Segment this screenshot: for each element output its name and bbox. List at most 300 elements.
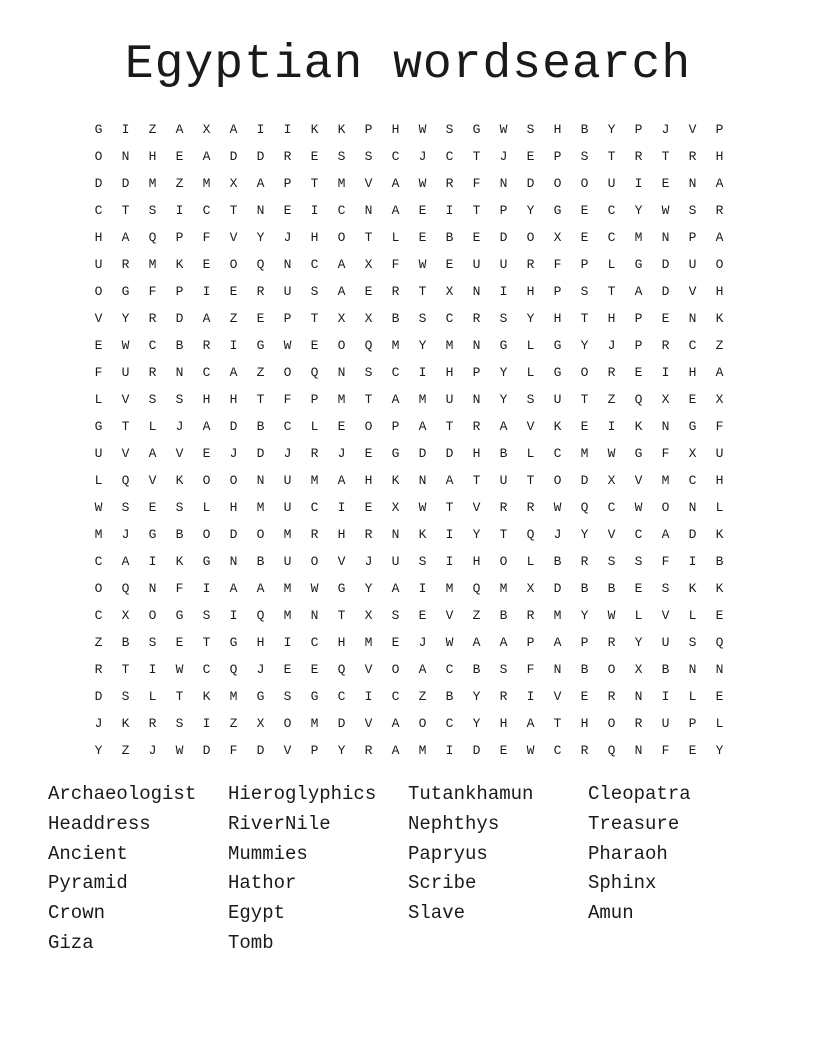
grid-letter: R (580, 554, 589, 569)
grid-letter: E (634, 365, 643, 380)
grid-letter: R (148, 716, 157, 731)
grid-letter: J (175, 419, 184, 434)
grid-letter: P (634, 122, 643, 137)
grid-letter: N (418, 473, 427, 488)
grid-letter: H (256, 635, 265, 650)
grid-letter: M (337, 392, 346, 407)
grid-letter: B (391, 311, 400, 326)
grid-letter: G (256, 338, 265, 353)
grid-letter: Q (526, 527, 535, 542)
grid-row (85, 440, 733, 467)
grid-letter: R (445, 176, 454, 191)
grid-letter: O (661, 500, 670, 515)
grid-letter: F (472, 176, 481, 191)
grid-letter: C (445, 662, 454, 677)
grid-letter: T (472, 149, 481, 164)
grid-letter: M (499, 581, 508, 596)
grid-letter: F (283, 392, 292, 407)
grid-letter: S (661, 581, 670, 596)
grid-letter: S (175, 392, 184, 407)
grid-letter: P (175, 284, 184, 299)
grid-letter: I (418, 581, 427, 596)
grid-letter: A (175, 122, 184, 137)
grid-letter: I (445, 203, 454, 218)
grid-letter: A (526, 716, 535, 731)
grid-letter: L (526, 338, 535, 353)
grid-letter: V (607, 527, 616, 542)
grid-letter: S (121, 689, 130, 704)
grid-letter: N (472, 338, 481, 353)
grid-letter: A (229, 581, 238, 596)
grid-letter: E (229, 284, 238, 299)
grid-letter: E (418, 203, 427, 218)
grid-letter: D (418, 446, 427, 461)
grid-letter: P (715, 122, 724, 137)
grid-letter: K (175, 473, 184, 488)
grid-letter: A (256, 581, 265, 596)
grid-letter: X (364, 257, 373, 272)
grid-letter: G (499, 338, 508, 353)
grid-letter: I (337, 500, 346, 515)
grid-row (85, 575, 733, 602)
grid-letter: U (283, 554, 292, 569)
grid-letter: A (391, 716, 400, 731)
grid-letter: R (607, 365, 616, 380)
grid-letter: H (148, 149, 157, 164)
grid-letter: M (391, 338, 400, 353)
word-list-item: Headdress (48, 812, 151, 835)
grid-letter: F (661, 743, 670, 758)
grid-letter: S (283, 689, 292, 704)
grid-letter: Q (634, 392, 643, 407)
grid-row (85, 278, 733, 305)
grid-letter: K (175, 257, 184, 272)
grid-letter: N (121, 149, 130, 164)
grid-letter: T (364, 392, 373, 407)
grid-letter: U (94, 446, 103, 461)
grid-letter: Z (175, 176, 184, 191)
grid-letter: N (472, 392, 481, 407)
grid-letter: Z (229, 311, 238, 326)
grid-letter: A (715, 365, 724, 380)
grid-letter: L (526, 365, 535, 380)
grid-letter: X (715, 392, 724, 407)
grid-letter: H (310, 230, 319, 245)
grid-letter: H (715, 473, 724, 488)
grid-letter: A (121, 230, 130, 245)
grid-letter: A (661, 527, 670, 542)
grid-letter: C (310, 500, 319, 515)
grid-letter: E (715, 608, 724, 623)
grid-letter: V (661, 608, 670, 623)
grid-letter: W (418, 257, 427, 272)
grid-letter: B (175, 338, 184, 353)
word-list-item: Hathor (228, 872, 297, 895)
grid-letter: I (202, 581, 211, 596)
grid-letter: I (148, 554, 157, 569)
grid-letter: K (337, 122, 346, 137)
grid-letter: S (526, 122, 535, 137)
grid-letter: F (661, 554, 670, 569)
grid-letter: Y (580, 527, 589, 542)
grid-letter: S (364, 365, 373, 380)
grid-letter: Y (94, 743, 103, 758)
grid-letter: D (445, 446, 454, 461)
grid-letter: B (499, 446, 508, 461)
grid-letter: U (283, 500, 292, 515)
grid-letter: S (337, 149, 346, 164)
grid-letter: O (715, 257, 724, 272)
grid-letter: H (688, 365, 697, 380)
grid-letter: Q (229, 662, 238, 677)
grid-letter: O (607, 662, 616, 677)
grid-letter: P (364, 122, 373, 137)
grid-letter: S (391, 608, 400, 623)
grid-letter: J (418, 635, 427, 650)
grid-letter: U (472, 257, 481, 272)
grid-letter: I (229, 338, 238, 353)
grid-letter: S (580, 149, 589, 164)
grid-letter: Q (364, 338, 373, 353)
grid-letter: E (580, 230, 589, 245)
grid-letter: C (445, 149, 454, 164)
grid-letter: R (283, 149, 292, 164)
grid-row (85, 413, 733, 440)
grid-letter: R (526, 608, 535, 623)
grid-letter: P (472, 365, 481, 380)
grid-letter: V (121, 392, 130, 407)
grid-letter: V (364, 176, 373, 191)
grid-letter: X (445, 284, 454, 299)
grid-letter: I (445, 554, 454, 569)
grid-letter: N (472, 284, 481, 299)
grid-letter: E (580, 689, 589, 704)
grid-letter: H (445, 365, 454, 380)
grid-letter: L (148, 419, 157, 434)
grid-letter: N (688, 662, 697, 677)
grid-letter: M (364, 635, 373, 650)
grid-letter: L (688, 608, 697, 623)
grid-letter: E (634, 581, 643, 596)
grid-letter: S (202, 608, 211, 623)
grid-letter: A (715, 176, 724, 191)
letter-grid (85, 116, 733, 764)
grid-letter: B (256, 419, 265, 434)
grid-letter: Y (715, 743, 724, 758)
grid-letter: V (283, 743, 292, 758)
grid-letter: E (364, 446, 373, 461)
grid-letter: V (337, 554, 346, 569)
grid-letter: D (472, 743, 481, 758)
grid-letter: Z (94, 635, 103, 650)
grid-row (85, 656, 733, 683)
grid-letter: A (202, 149, 211, 164)
grid-letter: Y (418, 338, 427, 353)
grid-letter: Q (256, 608, 265, 623)
grid-letter: T (472, 473, 481, 488)
grid-letter: I (526, 689, 535, 704)
grid-letter: F (553, 257, 562, 272)
grid-letter: N (634, 689, 643, 704)
grid-row (85, 359, 733, 386)
grid-letter: R (499, 689, 508, 704)
grid-letter: E (391, 635, 400, 650)
grid-letter: W (175, 743, 184, 758)
grid-letter: Z (472, 608, 481, 623)
grid-letter: J (148, 743, 157, 758)
grid-letter: E (364, 284, 373, 299)
grid-letter: O (607, 716, 616, 731)
grid-letter: V (364, 716, 373, 731)
grid-letter: P (580, 257, 589, 272)
grid-letter: Y (580, 608, 589, 623)
grid-letter: Z (148, 122, 157, 137)
grid-letter: Z (418, 689, 427, 704)
grid-letter: R (310, 527, 319, 542)
grid-letter: S (418, 554, 427, 569)
grid-letter: A (634, 284, 643, 299)
word-list (48, 782, 768, 961)
grid-letter: U (391, 554, 400, 569)
grid-letter: I (445, 527, 454, 542)
grid-letter: G (229, 635, 238, 650)
grid-letter: S (688, 635, 697, 650)
grid-letter: D (175, 311, 184, 326)
grid-letter: B (607, 581, 616, 596)
grid-letter: V (688, 284, 697, 299)
grid-letter: T (418, 284, 427, 299)
grid-letter: G (256, 689, 265, 704)
grid-letter: N (256, 203, 265, 218)
word-list-item: Slave (408, 902, 466, 925)
grid-letter: E (580, 203, 589, 218)
grid-row (85, 251, 733, 278)
grid-letter: E (202, 257, 211, 272)
grid-letter: R (472, 311, 481, 326)
grid-letter: E (418, 230, 427, 245)
grid-row (85, 629, 733, 656)
grid-letter: F (391, 257, 400, 272)
grid-letter: C (94, 608, 103, 623)
grid-letter: R (661, 338, 670, 353)
grid-letter: K (202, 689, 211, 704)
grid-letter: V (472, 500, 481, 515)
grid-letter: F (661, 446, 670, 461)
grid-row (85, 494, 733, 521)
grid-letter: F (202, 230, 211, 245)
grid-letter: O (229, 473, 238, 488)
grid-letter: X (364, 608, 373, 623)
grid-letter: K (553, 419, 562, 434)
grid-letter: R (580, 743, 589, 758)
grid-letter: B (445, 230, 454, 245)
grid-letter: A (202, 311, 211, 326)
grid-letter: W (175, 662, 184, 677)
grid-letter: P (283, 311, 292, 326)
grid-letter: P (310, 743, 319, 758)
word-list-item: Archaeologist (48, 783, 197, 805)
grid-letter: J (364, 554, 373, 569)
grid-row (85, 170, 733, 197)
grid-letter: Z (607, 392, 616, 407)
grid-letter: S (175, 500, 184, 515)
grid-letter: J (121, 527, 130, 542)
grid-letter: U (607, 176, 616, 191)
grid-letter: A (256, 176, 265, 191)
grid-letter: R (715, 203, 724, 218)
grid-letter: E (580, 419, 589, 434)
grid-letter: W (418, 122, 427, 137)
grid-letter: O (553, 176, 562, 191)
grid-letter: S (499, 311, 508, 326)
grid-letter: E (256, 311, 265, 326)
grid-letter: T (580, 392, 589, 407)
grid-letter: J (607, 338, 616, 353)
grid-letter: B (580, 662, 589, 677)
grid-letter: M (580, 446, 589, 461)
grid-letter: S (580, 284, 589, 299)
grid-row (85, 737, 733, 764)
grid-letter: X (661, 392, 670, 407)
grid-letter: H (364, 473, 373, 488)
grid-letter: H (229, 500, 238, 515)
grid-letter: A (418, 662, 427, 677)
grid-letter: A (148, 446, 157, 461)
grid-letter: U (94, 257, 103, 272)
grid-letter: P (310, 392, 319, 407)
grid-letter: X (256, 716, 265, 731)
grid-letter: J (553, 527, 562, 542)
grid-letter: R (472, 419, 481, 434)
grid-letter: J (283, 446, 292, 461)
grid-letter: O (310, 554, 319, 569)
grid-letter: R (202, 338, 211, 353)
grid-letter: C (202, 662, 211, 677)
grid-letter: V (688, 122, 697, 137)
grid-letter: I (121, 122, 130, 137)
grid-letter: B (661, 662, 670, 677)
word-list-item: Giza (48, 931, 94, 954)
grid-letter: H (580, 716, 589, 731)
grid-letter: N (148, 581, 157, 596)
grid-letter: N (364, 203, 373, 218)
grid-letter: H (94, 230, 103, 245)
grid-letter: H (715, 284, 724, 299)
grid-letter: C (391, 365, 400, 380)
page-title: Egyptian wordsearch (124, 38, 692, 92)
grid-letter: Y (634, 203, 643, 218)
grid-letter: N (661, 230, 670, 245)
grid-letter: S (121, 500, 130, 515)
grid-letter: R (607, 689, 616, 704)
grid-letter: G (121, 284, 130, 299)
grid-letter: D (580, 473, 589, 488)
grid-letter: G (148, 527, 157, 542)
grid-letter: O (364, 419, 373, 434)
word-list-item: Papryus (408, 842, 488, 865)
grid-letter: N (688, 311, 697, 326)
grid-letter: M (634, 230, 643, 245)
grid-letter: I (283, 122, 292, 137)
grid-letter: C (202, 365, 211, 380)
grid-letter: T (121, 419, 130, 434)
grid-letter: X (607, 473, 616, 488)
grid-letter: A (499, 419, 508, 434)
grid-letter: E (283, 203, 292, 218)
grid-letter: A (391, 176, 400, 191)
grid-letter: Y (472, 689, 481, 704)
grid-letter: R (310, 446, 319, 461)
grid-letter: M (310, 716, 319, 731)
grid-letter: M (148, 176, 157, 191)
grid-letter: I (499, 284, 508, 299)
grid-letter: C (337, 203, 346, 218)
grid-letter: I (175, 203, 184, 218)
grid-letter: E (418, 608, 427, 623)
grid-letter: R (688, 149, 697, 164)
grid-letter: S (148, 635, 157, 650)
grid-letter: B (553, 554, 562, 569)
grid-letter: W (607, 446, 616, 461)
grid-letter: I (364, 689, 373, 704)
word-list-item: Tutankhamun (408, 783, 534, 805)
grid-letter: N (715, 662, 724, 677)
grid-letter: W (634, 500, 643, 515)
grid-letter: H (499, 716, 508, 731)
grid-letter: M (310, 473, 319, 488)
grid-letter: P (634, 311, 643, 326)
grid-letter: N (688, 176, 697, 191)
grid-letter: R (634, 149, 643, 164)
grid-letter: K (175, 554, 184, 569)
grid-letter: N (499, 176, 508, 191)
grid-letter: Q (121, 581, 130, 596)
grid-letter: J (283, 230, 292, 245)
grid-letter: J (661, 122, 670, 137)
grid-letter: W (553, 500, 562, 515)
grid-letter: S (148, 392, 157, 407)
grid-letter: V (148, 473, 157, 488)
grid-letter: Y (607, 122, 616, 137)
grid-letter: A (202, 419, 211, 434)
grid-letter: Y (526, 311, 535, 326)
grid-row (85, 683, 733, 710)
grid-letter: N (634, 743, 643, 758)
grid-letter: M (553, 608, 562, 623)
word-list-item: Scribe (408, 872, 477, 895)
grid-letter: M (337, 176, 346, 191)
grid-letter: L (148, 689, 157, 704)
grid-letter: Q (256, 257, 265, 272)
grid-letter: W (94, 500, 103, 515)
grid-letter: C (688, 338, 697, 353)
grid-letter: U (661, 716, 670, 731)
grid-letter: Y (364, 581, 373, 596)
grid-letter: C (94, 554, 103, 569)
word-list-item: Amun (588, 902, 634, 925)
grid-letter: T (310, 311, 319, 326)
grid-letter: E (94, 338, 103, 353)
grid-letter: W (310, 581, 319, 596)
grid-letter: L (526, 446, 535, 461)
grid-letter: A (391, 581, 400, 596)
grid-letter: V (364, 662, 373, 677)
grid-letter: F (229, 743, 238, 758)
grid-letter: N (391, 527, 400, 542)
grid-letter: R (148, 365, 157, 380)
grid-letter: T (202, 635, 211, 650)
grid-letter: W (661, 203, 670, 218)
